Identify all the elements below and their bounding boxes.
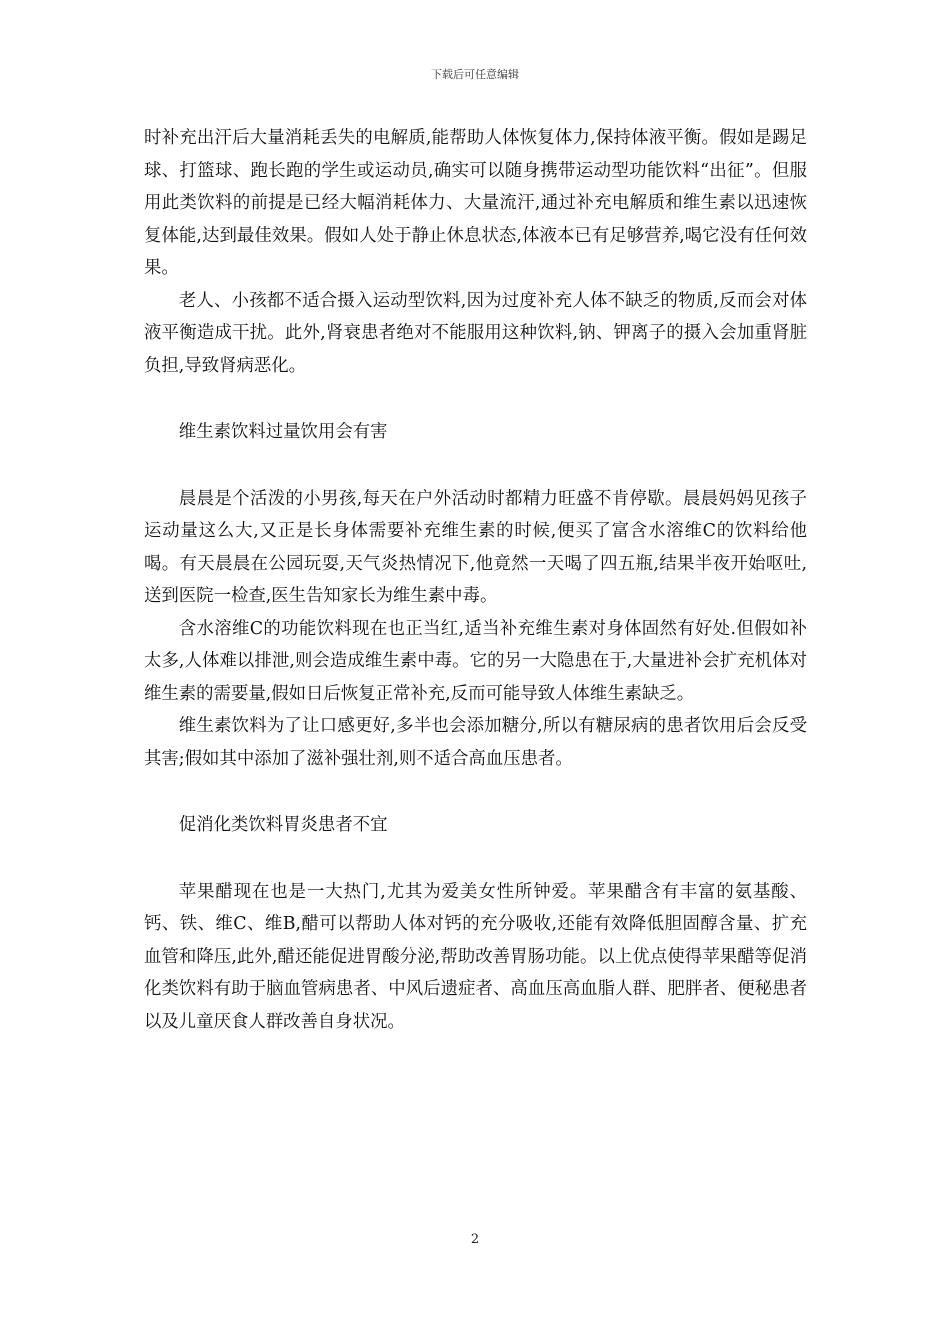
- spacer: [144, 449, 807, 483]
- paragraph-vitamin-c-risk: 含水溶维C的功能饮料现在也正当红,适当补充维生素对身体固然有好处.但假如补太多,人体难以排泄,则会造成维生素中毒。它的另一大隐患在于,大量进补会扩充机体对维生素的需要量,假如日后恢复正常补充,反而可能导致人体维生素缺乏。: [144, 618, 807, 704]
- section-heading-vitamin: 维生素饮料过量饮用会有害: [178, 422, 388, 442]
- spacer: [144, 382, 807, 416]
- paragraph-apple-vinegar: 苹果醋现在也是一大热门,尤其为爱美女性所钟爱。苹果醋含有丰富的氨基酸、钙、铁、维C、维B,醋可以帮助人体对钙的充分吸收,还能有效降低胆固醇含量、扩充血管和降压,此外,醋还能促进胃酸分泌,帮助改善胃肠功能。以上优点使得苹果醋等促消化类饮料有助于脑血管病患者、中风后遗症者、高血压高血脂人群、肥胖者、便秘患者以及儿童厌食人群改善自身状况。: [144, 881, 807, 1032]
- paragraph-vitamin-sugar: 维生素饮料为了让口感更好,多半也会添加糖分,所以有糖尿病的患者饮用后会反受其害;假如其中添加了滋补强壮剂,则不适合高血压患者。: [144, 716, 807, 769]
- spacer: [144, 842, 807, 876]
- paragraph-chenchen-story: 晨晨是个活泼的小男孩,每天在户外活动时都精力旺盛不肯停歇。晨晨妈妈见孩子运动量这么大,又正是长身体需要补充维生素的时候,便买了富含水溶维C的饮料给他喝。有天晨晨在公园玩耍,天气炎热情况下,他竟然一天喝了四五瓶,结果半夜开始呕吐,送到医院一检查,医生告知家长为维生素中毒。: [144, 488, 807, 606]
- spacer: [144, 775, 807, 809]
- paragraph-elderly-children: 老人、小孩都不适合摄入运动型饮料,因为过度补充人体不缺乏的物质,反而会对体液平衡造成干扰。此外,肾衰患者绝对不能服用这种饮料,钠、钾离子的摄入会加重肾脏负担,导致肾病恶化。: [144, 290, 807, 376]
- page-number: 2: [470, 1232, 480, 1247]
- section-heading-digestion: 促消化类饮料胃炎患者不宜: [178, 815, 388, 835]
- document-body: [144, 122, 807, 1038]
- paragraph-electrolyte: 时补充出汗后大量消耗丢失的电解质,能帮助人体恢复体力,保持体液平衡。假如是踢足球、打篮球、跑长跑的学生或运动员,确实可以随身携带运动型功能饮料“出征”。但服用此类饮料的前提是已经大幅消耗体力、大量流汗,通过补充电解质和维生素以迅速恢复体能,达到最佳效果。假如人处于静止休息状态,体液本已有足够营养,喝它没有任何效果。: [144, 128, 807, 278]
- page-header: 下载后可任意编辑: [431, 68, 519, 81]
